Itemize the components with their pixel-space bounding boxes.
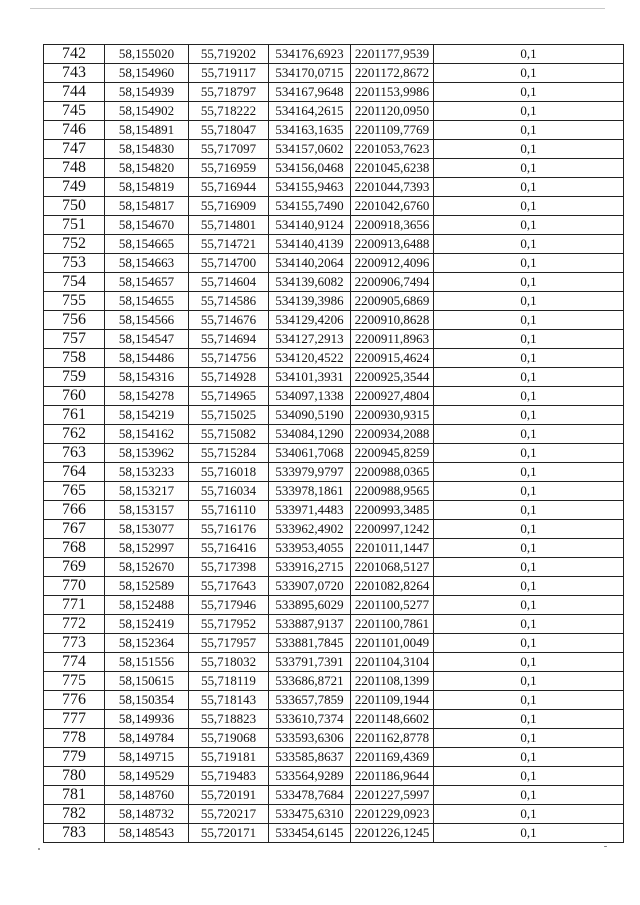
latitude-cell: 58,153217 xyxy=(105,482,189,501)
x-coordinate-cell: 534097,1338 xyxy=(269,387,351,406)
point-number-cell: 748 xyxy=(44,159,105,178)
accuracy-cell: 0,1 xyxy=(434,45,624,64)
latitude-cell: 58,149784 xyxy=(105,729,189,748)
longitude-cell: 55,719117 xyxy=(189,64,269,83)
table-row xyxy=(44,691,624,710)
x-coordinate-cell: 533916,2715 xyxy=(269,558,351,577)
table-row xyxy=(44,197,624,216)
table-row xyxy=(44,615,624,634)
y-coordinate-cell: 2201108,1399 xyxy=(351,672,434,691)
longitude-cell: 55,719181 xyxy=(189,748,269,767)
table-row xyxy=(44,45,624,64)
point-number-cell: 769 xyxy=(44,558,105,577)
table-row xyxy=(44,710,624,729)
coordinates-table-body xyxy=(44,45,624,843)
point-number-cell: 765 xyxy=(44,482,105,501)
point-number-cell: 750 xyxy=(44,197,105,216)
table-row xyxy=(44,216,624,235)
y-coordinate-cell: 2201148,6602 xyxy=(351,710,434,729)
point-number-cell: 774 xyxy=(44,653,105,672)
latitude-cell: 58,148732 xyxy=(105,805,189,824)
longitude-cell: 55,716018 xyxy=(189,463,269,482)
latitude-cell: 58,148543 xyxy=(105,824,189,843)
x-coordinate-cell: 533791,7391 xyxy=(269,653,351,672)
x-coordinate-cell: 533978,1861 xyxy=(269,482,351,501)
longitude-cell: 55,714694 xyxy=(189,330,269,349)
y-coordinate-cell: 2201177,9539 xyxy=(351,45,434,64)
longitude-cell: 55,718032 xyxy=(189,653,269,672)
longitude-cell: 55,716959 xyxy=(189,159,269,178)
latitude-cell: 58,154278 xyxy=(105,387,189,406)
accuracy-cell: 0,1 xyxy=(434,710,624,729)
longitude-cell: 55,714604 xyxy=(189,273,269,292)
accuracy-cell: 0,1 xyxy=(434,159,624,178)
x-coordinate-cell: 533895,6029 xyxy=(269,596,351,615)
table-row xyxy=(44,140,624,159)
latitude-cell: 58,154663 xyxy=(105,254,189,273)
accuracy-cell: 0,1 xyxy=(434,539,624,558)
coordinates-table xyxy=(43,44,624,843)
latitude-cell: 58,153077 xyxy=(105,520,189,539)
longitude-cell: 55,714721 xyxy=(189,235,269,254)
point-number-cell: 780 xyxy=(44,767,105,786)
longitude-cell: 55,714801 xyxy=(189,216,269,235)
longitude-cell: 55,716944 xyxy=(189,178,269,197)
longitude-cell: 55,714965 xyxy=(189,387,269,406)
point-number-cell: 757 xyxy=(44,330,105,349)
latitude-cell: 58,154817 xyxy=(105,197,189,216)
table-row xyxy=(44,539,624,558)
point-number-cell: 772 xyxy=(44,615,105,634)
y-coordinate-cell: 2200915,4624 xyxy=(351,349,434,368)
accuracy-cell: 0,1 xyxy=(434,444,624,463)
longitude-cell: 55,718047 xyxy=(189,121,269,140)
point-number-cell: 745 xyxy=(44,102,105,121)
longitude-cell: 55,717643 xyxy=(189,577,269,596)
y-coordinate-cell: 2201226,1245 xyxy=(351,824,434,843)
table-row xyxy=(44,102,624,121)
point-number-cell: 781 xyxy=(44,786,105,805)
latitude-cell: 58,148760 xyxy=(105,786,189,805)
table-row xyxy=(44,653,624,672)
x-coordinate-cell: 534140,4139 xyxy=(269,235,351,254)
longitude-cell: 55,716034 xyxy=(189,482,269,501)
y-coordinate-cell: 2201045,6238 xyxy=(351,159,434,178)
longitude-cell: 55,720171 xyxy=(189,824,269,843)
table-row xyxy=(44,444,624,463)
latitude-cell: 58,152419 xyxy=(105,615,189,634)
x-coordinate-cell: 533610,7374 xyxy=(269,710,351,729)
longitude-cell: 55,717398 xyxy=(189,558,269,577)
table-row xyxy=(44,577,624,596)
longitude-cell: 55,718119 xyxy=(189,672,269,691)
table-row xyxy=(44,634,624,653)
accuracy-cell: 0,1 xyxy=(434,577,624,596)
y-coordinate-cell: 2200988,9565 xyxy=(351,482,434,501)
longitude-cell: 55,716110 xyxy=(189,501,269,520)
table-row xyxy=(44,463,624,482)
point-number-cell: 776 xyxy=(44,691,105,710)
longitude-cell: 55,714586 xyxy=(189,292,269,311)
point-number-cell: 743 xyxy=(44,64,105,83)
x-coordinate-cell: 533478,7684 xyxy=(269,786,351,805)
y-coordinate-cell: 2201044,7393 xyxy=(351,178,434,197)
y-coordinate-cell: 2200913,6488 xyxy=(351,235,434,254)
table-row xyxy=(44,729,624,748)
latitude-cell: 58,154566 xyxy=(105,311,189,330)
latitude-cell: 58,149529 xyxy=(105,767,189,786)
y-coordinate-cell: 2201101,0049 xyxy=(351,634,434,653)
x-coordinate-cell: 534101,3931 xyxy=(269,368,351,387)
longitude-cell: 55,716909 xyxy=(189,197,269,216)
table-row xyxy=(44,292,624,311)
accuracy-cell: 0,1 xyxy=(434,767,624,786)
y-coordinate-cell: 2201172,8672 xyxy=(351,64,434,83)
point-number-cell: 767 xyxy=(44,520,105,539)
latitude-cell: 58,152589 xyxy=(105,577,189,596)
point-number-cell: 763 xyxy=(44,444,105,463)
x-coordinate-cell: 533564,9289 xyxy=(269,767,351,786)
latitude-cell: 58,150354 xyxy=(105,691,189,710)
point-number-cell: 778 xyxy=(44,729,105,748)
accuracy-cell: 0,1 xyxy=(434,406,624,425)
accuracy-cell: 0,1 xyxy=(434,235,624,254)
table-row xyxy=(44,482,624,501)
latitude-cell: 58,154316 xyxy=(105,368,189,387)
accuracy-cell: 0,1 xyxy=(434,311,624,330)
accuracy-cell: 0,1 xyxy=(434,482,624,501)
accuracy-cell: 0,1 xyxy=(434,596,624,615)
latitude-cell: 58,150615 xyxy=(105,672,189,691)
x-coordinate-cell: 533962,4902 xyxy=(269,520,351,539)
x-coordinate-cell: 534127,2913 xyxy=(269,330,351,349)
longitude-cell: 55,716176 xyxy=(189,520,269,539)
latitude-cell: 58,151556 xyxy=(105,653,189,672)
point-number-cell: 764 xyxy=(44,463,105,482)
scan-edge-line xyxy=(30,8,605,9)
longitude-cell: 55,714676 xyxy=(189,311,269,330)
point-number-cell: 754 xyxy=(44,273,105,292)
y-coordinate-cell: 2200927,4804 xyxy=(351,387,434,406)
table-row xyxy=(44,64,624,83)
accuracy-cell: 0,1 xyxy=(434,615,624,634)
y-coordinate-cell: 2201186,9644 xyxy=(351,767,434,786)
point-number-cell: 755 xyxy=(44,292,105,311)
x-coordinate-cell: 534090,5190 xyxy=(269,406,351,425)
longitude-cell: 55,719483 xyxy=(189,767,269,786)
x-coordinate-cell: 533593,6306 xyxy=(269,729,351,748)
x-coordinate-cell: 534139,6082 xyxy=(269,273,351,292)
y-coordinate-cell: 2201068,5127 xyxy=(351,558,434,577)
point-number-cell: 777 xyxy=(44,710,105,729)
latitude-cell: 58,152364 xyxy=(105,634,189,653)
latitude-cell: 58,149715 xyxy=(105,748,189,767)
y-coordinate-cell: 2201053,7623 xyxy=(351,140,434,159)
y-coordinate-cell: 2200988,0365 xyxy=(351,463,434,482)
y-coordinate-cell: 2201100,5277 xyxy=(351,596,434,615)
longitude-cell: 55,718823 xyxy=(189,710,269,729)
point-number-cell: 762 xyxy=(44,425,105,444)
latitude-cell: 58,154670 xyxy=(105,216,189,235)
latitude-cell: 58,154960 xyxy=(105,64,189,83)
table-row xyxy=(44,254,624,273)
latitude-cell: 58,154655 xyxy=(105,292,189,311)
point-number-cell: 760 xyxy=(44,387,105,406)
table-row xyxy=(44,178,624,197)
accuracy-cell: 0,1 xyxy=(434,653,624,672)
point-number-cell: 751 xyxy=(44,216,105,235)
longitude-cell: 55,714756 xyxy=(189,349,269,368)
accuracy-cell: 0,1 xyxy=(434,463,624,482)
y-coordinate-cell: 2200993,3485 xyxy=(351,501,434,520)
point-number-cell: 753 xyxy=(44,254,105,273)
table-row xyxy=(44,349,624,368)
x-coordinate-cell: 533657,7859 xyxy=(269,691,351,710)
accuracy-cell: 0,1 xyxy=(434,501,624,520)
longitude-cell: 55,718797 xyxy=(189,83,269,102)
x-coordinate-cell: 534163,1635 xyxy=(269,121,351,140)
latitude-cell: 58,154162 xyxy=(105,425,189,444)
y-coordinate-cell: 2201162,8778 xyxy=(351,729,434,748)
x-coordinate-cell: 533907,0720 xyxy=(269,577,351,596)
y-coordinate-cell: 2201104,3104 xyxy=(351,653,434,672)
accuracy-cell: 0,1 xyxy=(434,178,624,197)
point-number-cell: 749 xyxy=(44,178,105,197)
latitude-cell: 58,154939 xyxy=(105,83,189,102)
accuracy-cell: 0,1 xyxy=(434,691,624,710)
accuracy-cell: 0,1 xyxy=(434,387,624,406)
y-coordinate-cell: 2200910,8628 xyxy=(351,311,434,330)
table-row xyxy=(44,805,624,824)
table-row xyxy=(44,121,624,140)
accuracy-cell: 0,1 xyxy=(434,634,624,653)
latitude-cell: 58,154657 xyxy=(105,273,189,292)
y-coordinate-cell: 2201011,1447 xyxy=(351,539,434,558)
table-row xyxy=(44,824,624,843)
x-coordinate-cell: 533686,8721 xyxy=(269,672,351,691)
longitude-cell: 55,719068 xyxy=(189,729,269,748)
x-coordinate-cell: 533454,6145 xyxy=(269,824,351,843)
y-coordinate-cell: 2200930,9315 xyxy=(351,406,434,425)
longitude-cell: 55,716416 xyxy=(189,539,269,558)
point-number-cell: 761 xyxy=(44,406,105,425)
table-row xyxy=(44,520,624,539)
table-row xyxy=(44,368,624,387)
x-coordinate-cell: 534167,9648 xyxy=(269,83,351,102)
table-row xyxy=(44,83,624,102)
y-coordinate-cell: 2201109,1944 xyxy=(351,691,434,710)
table-row xyxy=(44,596,624,615)
longitude-cell: 55,717952 xyxy=(189,615,269,634)
table-row xyxy=(44,273,624,292)
y-coordinate-cell: 2201082,8264 xyxy=(351,577,434,596)
longitude-cell: 55,714700 xyxy=(189,254,269,273)
table-row xyxy=(44,672,624,691)
accuracy-cell: 0,1 xyxy=(434,64,624,83)
table-row xyxy=(44,311,624,330)
y-coordinate-cell: 2200997,1242 xyxy=(351,520,434,539)
latitude-cell: 58,153233 xyxy=(105,463,189,482)
longitude-cell: 55,719202 xyxy=(189,45,269,64)
accuracy-cell: 0,1 xyxy=(434,824,624,843)
table-row xyxy=(44,748,624,767)
longitude-cell: 55,718222 xyxy=(189,102,269,121)
longitude-cell: 55,715025 xyxy=(189,406,269,425)
x-coordinate-cell: 533971,4483 xyxy=(269,501,351,520)
y-coordinate-cell: 2200911,8963 xyxy=(351,330,434,349)
x-coordinate-cell: 534155,7490 xyxy=(269,197,351,216)
x-coordinate-cell: 534176,6923 xyxy=(269,45,351,64)
x-coordinate-cell: 534061,7068 xyxy=(269,444,351,463)
longitude-cell: 55,717946 xyxy=(189,596,269,615)
x-coordinate-cell: 534140,2064 xyxy=(269,254,351,273)
point-number-cell: 744 xyxy=(44,83,105,102)
latitude-cell: 58,154219 xyxy=(105,406,189,425)
x-coordinate-cell: 534139,3986 xyxy=(269,292,351,311)
y-coordinate-cell: 2201229,0923 xyxy=(351,805,434,824)
accuracy-cell: 0,1 xyxy=(434,197,624,216)
x-coordinate-cell: 533887,9137 xyxy=(269,615,351,634)
accuracy-cell: 0,1 xyxy=(434,672,624,691)
latitude-cell: 58,154830 xyxy=(105,140,189,159)
longitude-cell: 55,717957 xyxy=(189,634,269,653)
point-number-cell: 773 xyxy=(44,634,105,653)
accuracy-cell: 0,1 xyxy=(434,748,624,767)
y-coordinate-cell: 2201109,7769 xyxy=(351,121,434,140)
latitude-cell: 58,154891 xyxy=(105,121,189,140)
table-row xyxy=(44,425,624,444)
accuracy-cell: 0,1 xyxy=(434,140,624,159)
latitude-cell: 58,152670 xyxy=(105,558,189,577)
x-coordinate-cell: 534140,9124 xyxy=(269,216,351,235)
y-coordinate-cell: 2201100,7861 xyxy=(351,615,434,634)
accuracy-cell: 0,1 xyxy=(434,520,624,539)
point-number-cell: 766 xyxy=(44,501,105,520)
accuracy-cell: 0,1 xyxy=(434,349,624,368)
y-coordinate-cell: 2200918,3656 xyxy=(351,216,434,235)
y-coordinate-cell: 2200934,2088 xyxy=(351,425,434,444)
accuracy-cell: 0,1 xyxy=(434,216,624,235)
point-number-cell: 782 xyxy=(44,805,105,824)
latitude-cell: 58,149936 xyxy=(105,710,189,729)
x-coordinate-cell: 533475,6310 xyxy=(269,805,351,824)
x-coordinate-cell: 533881,7845 xyxy=(269,634,351,653)
point-number-cell: 752 xyxy=(44,235,105,254)
latitude-cell: 58,153962 xyxy=(105,444,189,463)
y-coordinate-cell: 2200945,8259 xyxy=(351,444,434,463)
x-coordinate-cell: 534170,0715 xyxy=(269,64,351,83)
latitude-cell: 58,155020 xyxy=(105,45,189,64)
x-coordinate-cell: 534164,2615 xyxy=(269,102,351,121)
point-number-cell: 758 xyxy=(44,349,105,368)
y-coordinate-cell: 2200912,4096 xyxy=(351,254,434,273)
scan-speck xyxy=(38,848,40,850)
longitude-cell: 55,714928 xyxy=(189,368,269,387)
latitude-cell: 58,154820 xyxy=(105,159,189,178)
latitude-cell: 58,154486 xyxy=(105,349,189,368)
table-row xyxy=(44,767,624,786)
accuracy-cell: 0,1 xyxy=(434,330,624,349)
y-coordinate-cell: 2200905,6869 xyxy=(351,292,434,311)
point-number-cell: 770 xyxy=(44,577,105,596)
latitude-cell: 58,152488 xyxy=(105,596,189,615)
point-number-cell: 747 xyxy=(44,140,105,159)
latitude-cell: 58,152997 xyxy=(105,539,189,558)
x-coordinate-cell: 534157,0602 xyxy=(269,140,351,159)
point-number-cell: 742 xyxy=(44,45,105,64)
y-coordinate-cell: 2201120,0950 xyxy=(351,102,434,121)
x-coordinate-cell: 534084,1290 xyxy=(269,425,351,444)
table-row xyxy=(44,387,624,406)
point-number-cell: 759 xyxy=(44,368,105,387)
y-coordinate-cell: 2201169,4369 xyxy=(351,748,434,767)
accuracy-cell: 0,1 xyxy=(434,292,624,311)
table-row xyxy=(44,406,624,425)
x-coordinate-cell: 533979,9797 xyxy=(269,463,351,482)
accuracy-cell: 0,1 xyxy=(434,102,624,121)
longitude-cell: 55,715082 xyxy=(189,425,269,444)
accuracy-cell: 0,1 xyxy=(434,368,624,387)
table-row xyxy=(44,330,624,349)
point-number-cell: 746 xyxy=(44,121,105,140)
point-number-cell: 783 xyxy=(44,824,105,843)
table-row xyxy=(44,786,624,805)
scan-speck xyxy=(604,846,607,847)
latitude-cell: 58,154819 xyxy=(105,178,189,197)
point-number-cell: 775 xyxy=(44,672,105,691)
y-coordinate-cell: 2201042,6760 xyxy=(351,197,434,216)
x-coordinate-cell: 534156,0468 xyxy=(269,159,351,178)
longitude-cell: 55,718143 xyxy=(189,691,269,710)
table-row xyxy=(44,235,624,254)
x-coordinate-cell: 534129,4206 xyxy=(269,311,351,330)
point-number-cell: 779 xyxy=(44,748,105,767)
longitude-cell: 55,715284 xyxy=(189,444,269,463)
accuracy-cell: 0,1 xyxy=(434,121,624,140)
accuracy-cell: 0,1 xyxy=(434,83,624,102)
x-coordinate-cell: 534155,9463 xyxy=(269,178,351,197)
accuracy-cell: 0,1 xyxy=(434,425,624,444)
point-number-cell: 756 xyxy=(44,311,105,330)
longitude-cell: 55,720191 xyxy=(189,786,269,805)
accuracy-cell: 0,1 xyxy=(434,558,624,577)
x-coordinate-cell: 533585,8637 xyxy=(269,748,351,767)
accuracy-cell: 0,1 xyxy=(434,805,624,824)
latitude-cell: 58,153157 xyxy=(105,501,189,520)
y-coordinate-cell: 2200925,3544 xyxy=(351,368,434,387)
table-row xyxy=(44,501,624,520)
longitude-cell: 55,717097 xyxy=(189,140,269,159)
x-coordinate-cell: 534120,4522 xyxy=(269,349,351,368)
latitude-cell: 58,154665 xyxy=(105,235,189,254)
accuracy-cell: 0,1 xyxy=(434,254,624,273)
latitude-cell: 58,154547 xyxy=(105,330,189,349)
point-number-cell: 768 xyxy=(44,539,105,558)
longitude-cell: 55,720217 xyxy=(189,805,269,824)
accuracy-cell: 0,1 xyxy=(434,729,624,748)
accuracy-cell: 0,1 xyxy=(434,273,624,292)
latitude-cell: 58,154902 xyxy=(105,102,189,121)
point-number-cell: 771 xyxy=(44,596,105,615)
x-coordinate-cell: 533953,4055 xyxy=(269,539,351,558)
y-coordinate-cell: 2200906,7494 xyxy=(351,273,434,292)
accuracy-cell: 0,1 xyxy=(434,786,624,805)
table-row xyxy=(44,558,624,577)
y-coordinate-cell: 2201153,9986 xyxy=(351,83,434,102)
table-row xyxy=(44,159,624,178)
y-coordinate-cell: 2201227,5997 xyxy=(351,786,434,805)
